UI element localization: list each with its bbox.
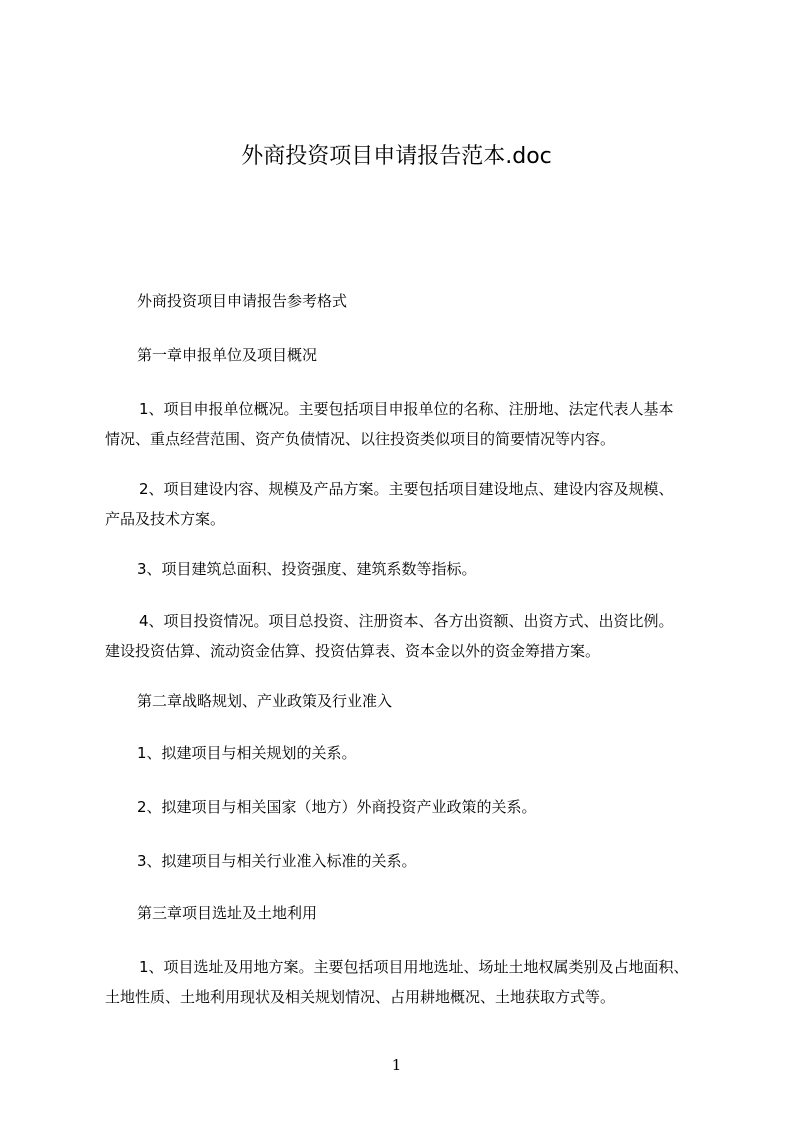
paragraph-line-1: 4、项目投资情况。项目总投资、注册资本、各方出资额、出资方式、出资比例。 xyxy=(139,612,674,630)
paragraph-text: 1、拟建项目与相关规划的关系。 xyxy=(137,744,357,762)
paragraph-text: 第一章申报单位及项目概况 xyxy=(137,346,318,364)
paragraph-item xyxy=(105,394,695,454)
paragraph-item xyxy=(105,474,695,534)
paragraph-text: 第三章项目选址及土地利用 xyxy=(137,904,318,922)
chapter-heading-1 xyxy=(105,340,695,370)
paragraph-item xyxy=(105,952,695,1012)
paragraph-line-2: 情况、重点经营范围、资产负债情况、以往投资类似项目的简要情况等内容。 xyxy=(105,430,616,448)
paragraph-format-heading xyxy=(105,286,695,316)
paragraph-line-2: 土地性质、土地利用现状及相关规划情况、占用耕地概况、土地获取方式等。 xyxy=(105,988,616,1006)
paragraph-lines xyxy=(105,952,695,1012)
paragraph-text: 第二章战略规划、产业政策及行业准入 xyxy=(137,692,393,710)
paragraph-text: 外商投资项目申请报告参考格式 xyxy=(137,292,348,310)
paragraph-lines xyxy=(105,474,695,534)
paragraph-line-1: 1、项目选址及用地方案。主要包括项目用地选址、场址土地权属类别及占地面积、 xyxy=(139,958,689,976)
page-number: 1 xyxy=(391,1056,402,1074)
paragraph-item xyxy=(105,792,695,822)
paragraph-item xyxy=(105,606,695,666)
paragraph-lines xyxy=(105,394,695,454)
paragraph-line-2: 产品及技术方案。 xyxy=(105,510,226,528)
paragraph-item xyxy=(105,554,695,584)
paragraph-text: 3、拟建项目与相关行业准入标准的关系。 xyxy=(137,852,417,870)
paragraph-lines xyxy=(105,606,695,666)
paragraph-text: 2、拟建项目与相关国家（地方）外商投资产业政策的关系。 xyxy=(137,798,537,816)
page-title: 外商投资项目申请报告范本.doc xyxy=(241,144,552,169)
paragraph-item xyxy=(105,846,695,876)
paragraph-line-2: 建设投资估算、流动资金估算、投资估算表、资本金以外的资金筹措方案。 xyxy=(105,642,601,660)
paragraph-item xyxy=(105,738,695,768)
paragraph-text: 3、项目建筑总面积、投资强度、建筑系数等指标。 xyxy=(137,560,477,578)
chapter-heading-2 xyxy=(105,686,695,716)
paragraph-line-1: 1、项目申报单位概况。主要包括项目申报单位的名称、注册地、法定代表人基本 xyxy=(139,400,674,418)
chapter-heading-3 xyxy=(105,898,695,928)
paragraph-line-1: 2、项目建设内容、规模及产品方案。主要包括项目建设地点、建设内容及规模、 xyxy=(139,480,674,498)
